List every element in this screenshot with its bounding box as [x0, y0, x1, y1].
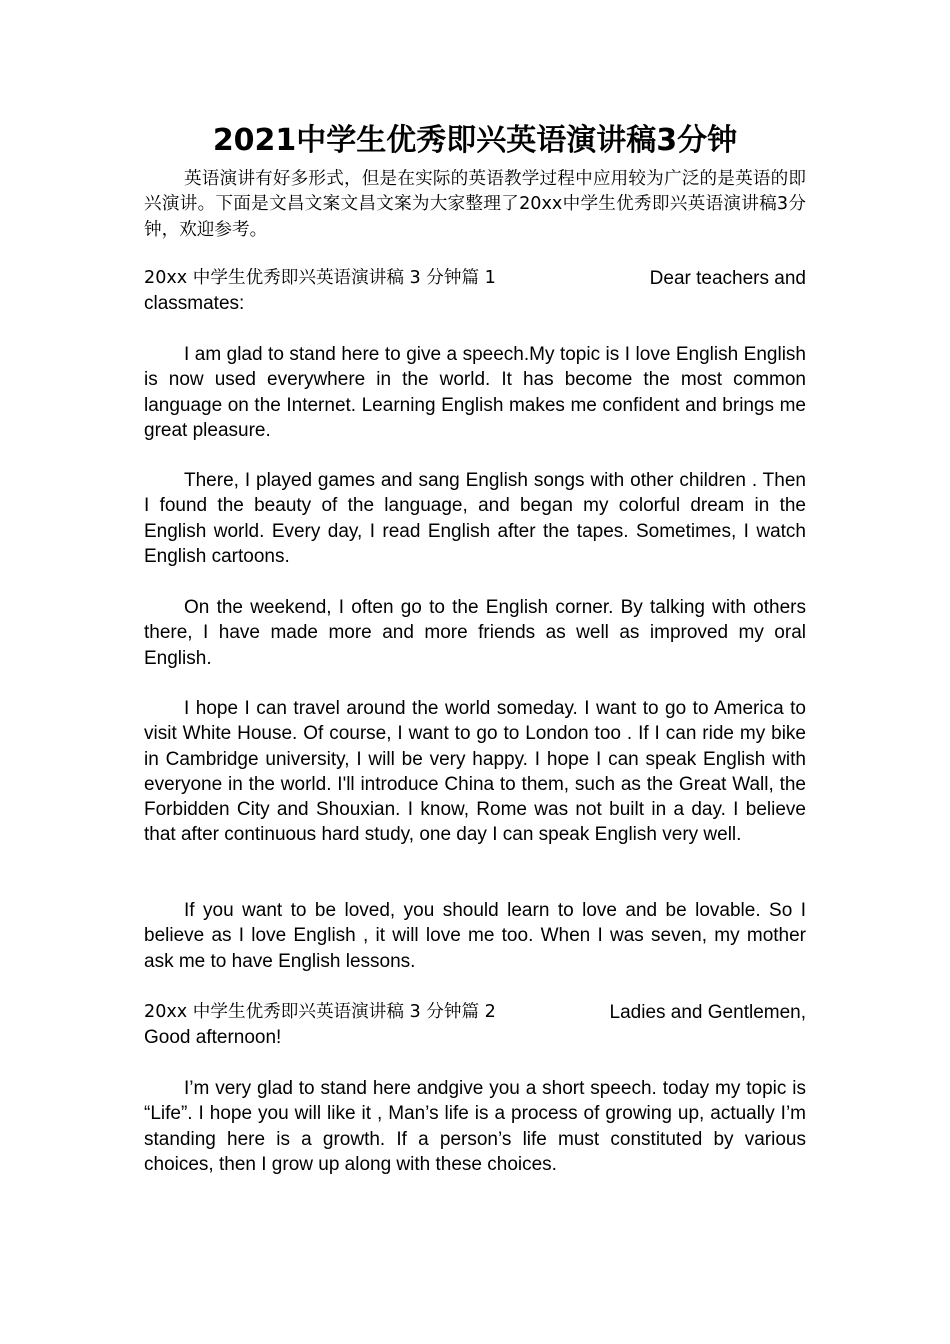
section1-heading: 20xx 中学生优秀即兴英语演讲稿 3 分钟篇 1 — [144, 268, 496, 288]
section1-paragraph: There, I played games and sang English songs with other children . Then I found the beauty of the language, and began my colorful dream in the English world. Every day, I read English after the tapes. Sometimes, I watch English cartoons. — [144, 470, 806, 567]
section2-salutation-cont: Good afternoon! — [144, 1027, 282, 1049]
intro-paragraph: 英语演讲有好多形式，但是在实际的英语教学过程中应用较为广泛的是英语的即兴演讲。下面是文昌文案文昌文案为大家整理了20xx中学生优秀即兴英语演讲稿3分钟，欢迎参考。 — [144, 169, 806, 240]
section2-salutation: Ladies and Gentlemen, — [609, 1002, 806, 1023]
section1-paragraph: I am glad to stand here to give a speech.My topic is I love English English is now used everywhere in the world. It has become the most common language on the Internet. Learning English makes me confident and brings me great pleasure. — [144, 344, 806, 441]
section1-paragraph: If you want to be loved, you should learn to love and be lovable. So I believe as I love English , it will love me too. When I was seven, my mother ask me to have English lessons. — [144, 900, 806, 972]
section2-header — [144, 1000, 806, 1051]
section2-heading-row — [144, 1000, 806, 1025]
section2-heading: 20xx 中学生优秀即兴英语演讲稿 3 分钟篇 2 — [144, 1002, 496, 1022]
section1-salutation: Dear teachers and — [649, 268, 806, 289]
section1-heading-row — [144, 266, 806, 291]
section1-paragraph: On the weekend, I often go to the English corner. By talking with others there, I have made more and more friends as well as improved my oral English. — [144, 597, 806, 669]
section1-salutation-cont: classmates: — [144, 293, 245, 315]
section1-header — [144, 266, 806, 317]
section2-paragraph: I’m very glad to stand here andgive you a short speech. today my topic is “Life”. I hope you will like it , Man’s life is a process of growing up, actually I’m standing here is a growth. If a person’s life must constituted by various choices, then I grow up along with these choices. — [144, 1078, 806, 1175]
document-title: 2021中学生优秀即兴英语演讲稿3分钟 — [212, 123, 738, 158]
section1-paragraph: I hope I can travel around the world someday. I want to go to America to visit White House. Of course, I want to go to London too . If I can ride my bike in Cambridge university, I will be very happy. I hope I can speak English with everyone in the world. I'll introduce China to them, such as the Great Wall, the Forbidden City and Shouxian. I know, Rome was not built in a day. I believe that after continuous hard study, one day I can speak English very well. — [144, 698, 806, 846]
